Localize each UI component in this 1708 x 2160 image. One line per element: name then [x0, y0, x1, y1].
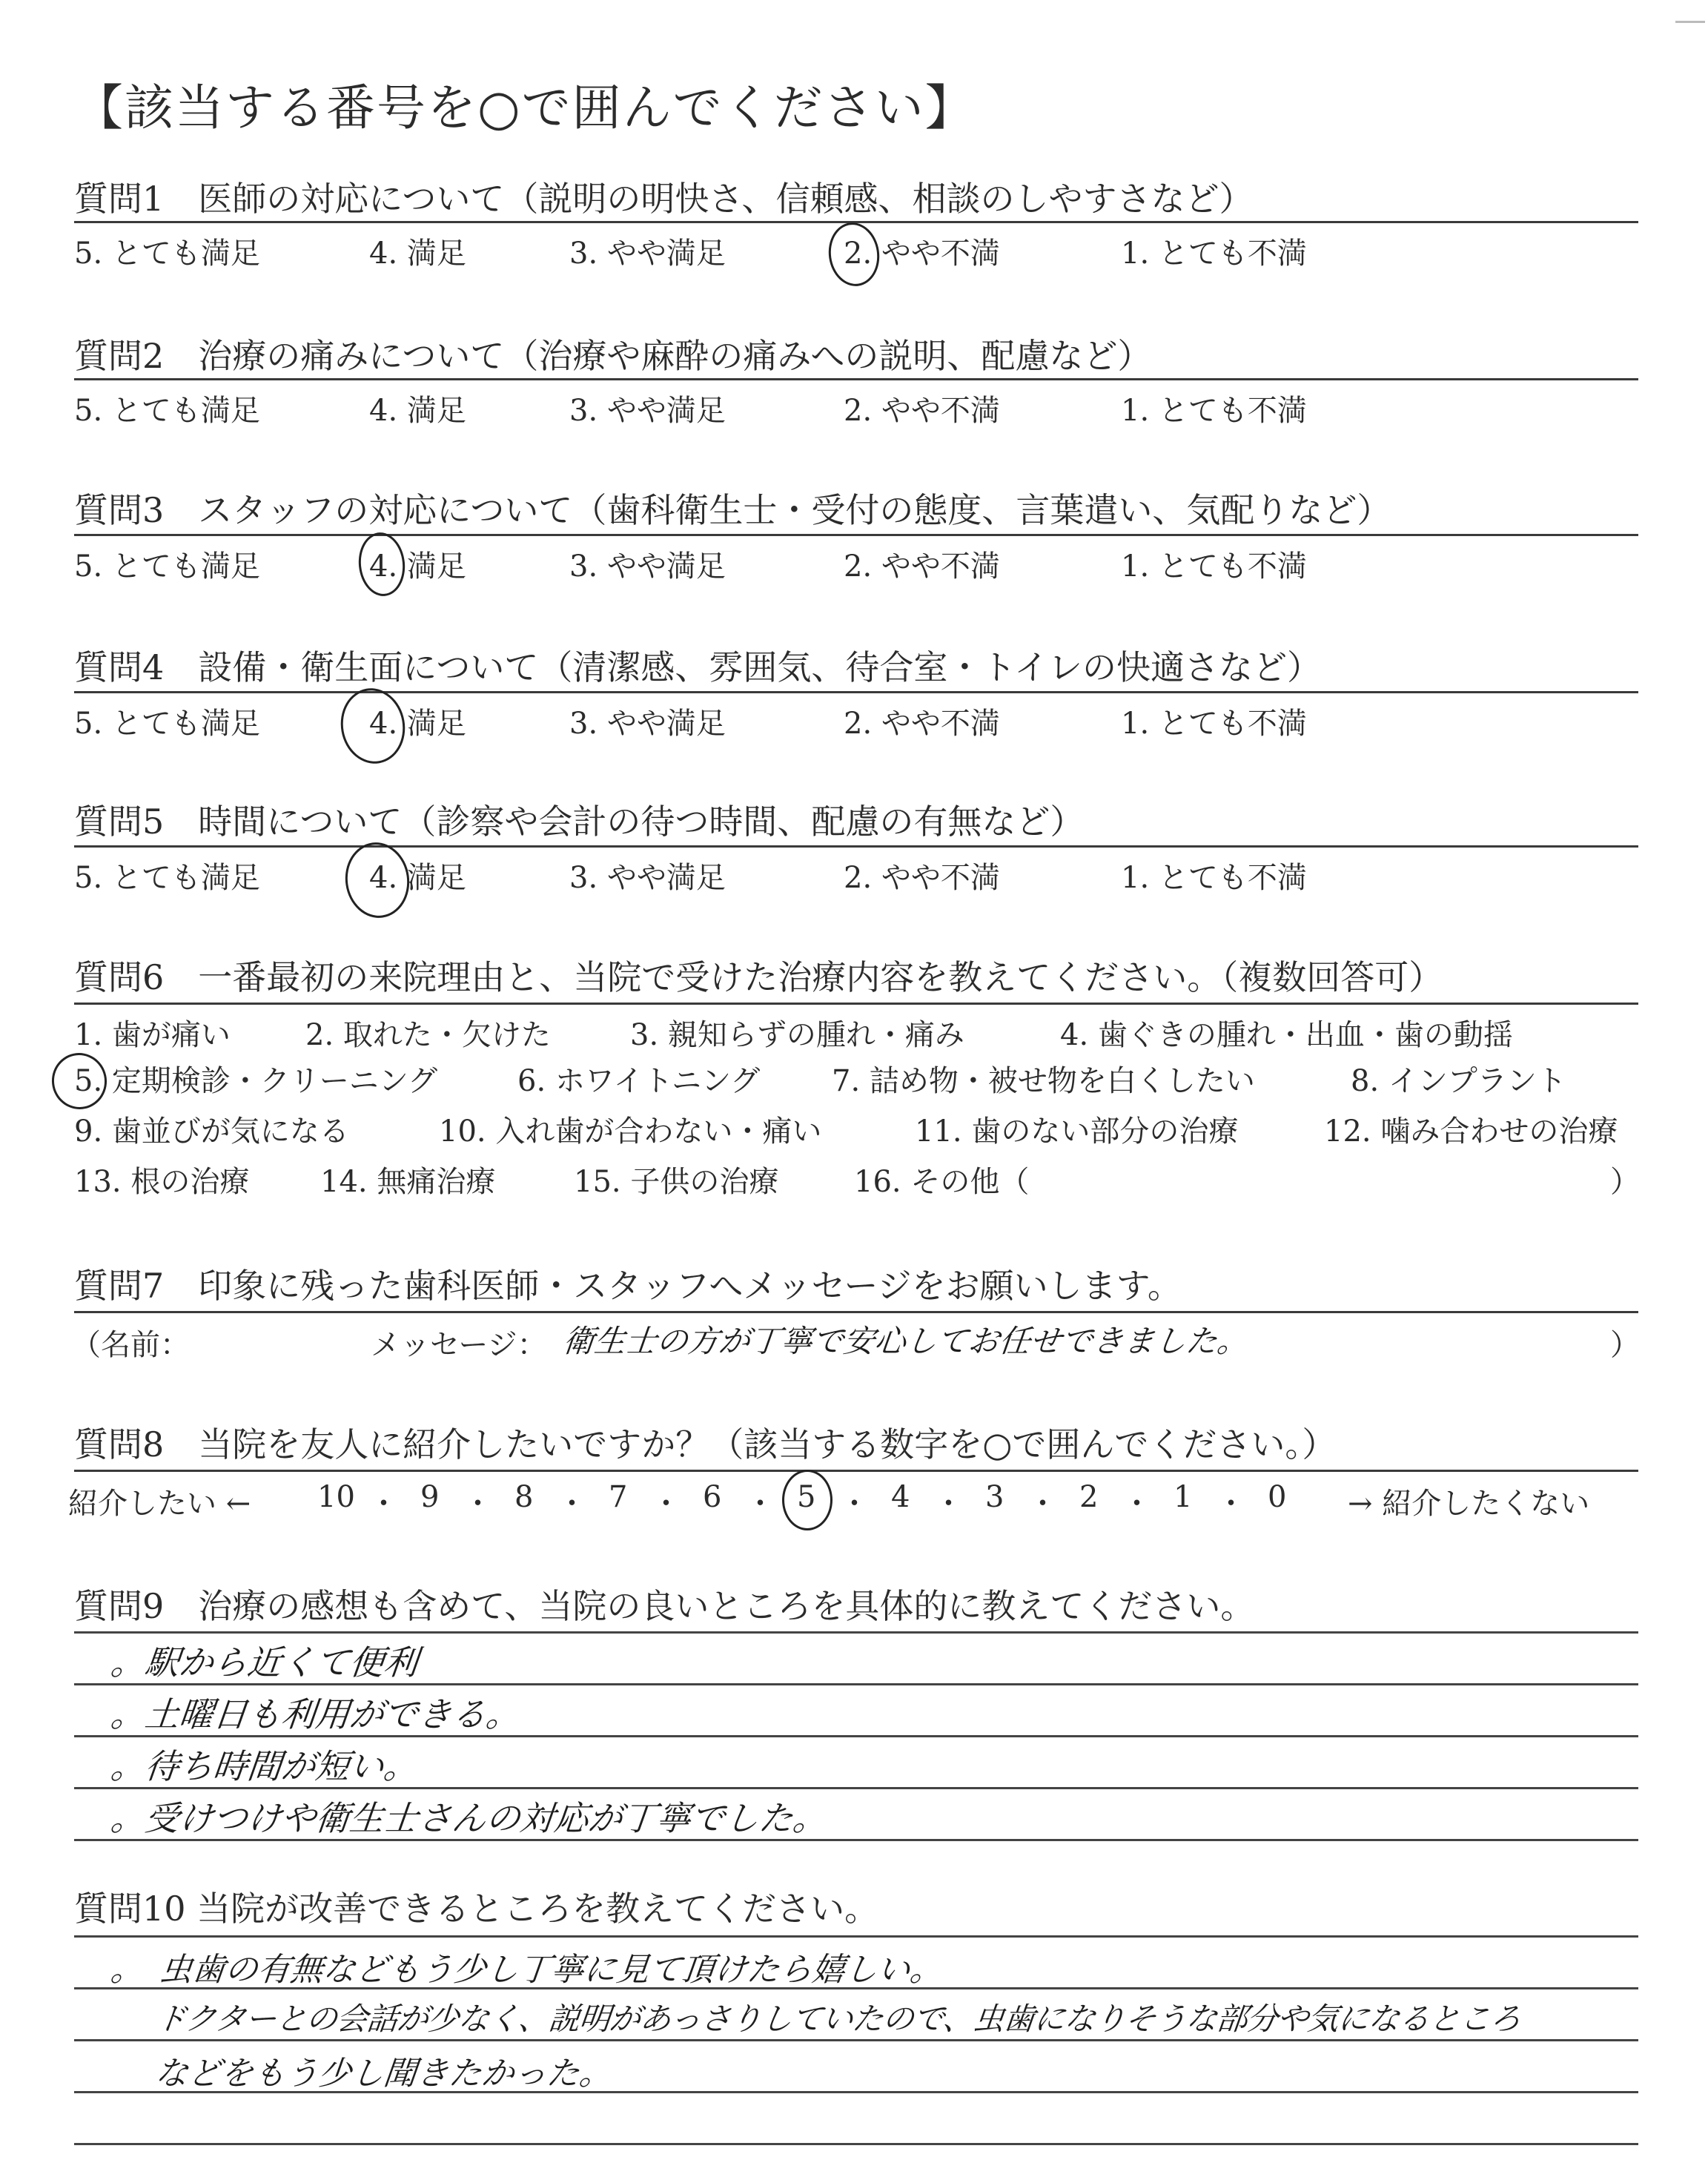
q4-opt-4[interactable]: 4. 満足	[369, 707, 466, 741]
q3-opt-5[interactable]: 5. とても満足	[74, 549, 260, 584]
q3-opt-3[interactable]: 3. やや満足	[569, 549, 726, 584]
q8-separator-dot: ・	[1122, 1487, 1152, 1521]
q10-line-3	[74, 2039, 1638, 2041]
q10-line-5	[74, 2143, 1638, 2145]
q4-title: 質問4 設備・衛生面について（清潔感、雰囲気、待合室・トイレの快適さなど）	[74, 647, 1322, 687]
q1-title: 質問1 医師の対応について（説明の明快さ、信頼感、相談のしやすさなど）	[74, 179, 1254, 219]
q8-rule	[74, 1470, 1638, 1472]
q8-separator-dot: ・	[651, 1487, 681, 1521]
q8-number-0[interactable]: 0	[1268, 1480, 1287, 1514]
q3-title: 質問3 スタッフの対応について（歯科衛生士・受付の態度、言葉遣い、気配りなど）	[74, 490, 1391, 530]
q6-opt-1[interactable]: 1. 歯が痛い	[74, 1018, 231, 1052]
q3-opt-1[interactable]: 1. とても不満	[1121, 549, 1307, 584]
q8-separator-dot: ・	[557, 1487, 587, 1521]
q6-opt-2[interactable]: 2. 取れた・欠けた	[305, 1018, 551, 1052]
q2-opt-3[interactable]: 3. やや満足	[569, 394, 726, 428]
q6-opt-14[interactable]: 14. 無痛治療	[320, 1165, 496, 1199]
q6-opt-5[interactable]: 5. 定期検診・クリーニング	[74, 1064, 438, 1098]
q3-rule	[74, 534, 1638, 536]
q9-line-1	[74, 1631, 1638, 1634]
q8-separator-dot: ・	[1027, 1487, 1058, 1521]
q7-name-label: （名前：	[71, 1328, 190, 1362]
q2-opt-2[interactable]: 2. やや不満	[844, 394, 1000, 428]
q9-answer-4[interactable]: 。受けつけや衛生士さんの対応が丁寧でした。	[108, 1798, 830, 1838]
q5-opt-1[interactable]: 1. とても不満	[1121, 861, 1307, 895]
q6-opt-3[interactable]: 3. 親知らずの腫れ・痛み	[630, 1018, 964, 1052]
q9-answer-2[interactable]: 。土曜日も利用ができる。	[108, 1694, 523, 1734]
q8-left-label: 紹介したい ←	[68, 1487, 251, 1521]
scan-corner-mark	[1675, 21, 1705, 23]
q4-opt-3[interactable]: 3. やや満足	[569, 707, 726, 741]
q8-number-9[interactable]: 9	[420, 1480, 440, 1514]
q6-opt-4[interactable]: 4. 歯ぐきの腫れ・出血・歯の動揺	[1060, 1018, 1513, 1052]
q4-opt-1[interactable]: 1. とても不満	[1121, 707, 1307, 741]
q4-selection-circle	[335, 683, 411, 768]
q8-number-6[interactable]: 6	[703, 1480, 722, 1514]
q6-opt-8[interactable]: 8. インプラント	[1351, 1064, 1566, 1098]
q1-opt-2[interactable]: 2. やや不満	[844, 237, 1000, 271]
q8-selection-circle	[782, 1470, 833, 1530]
q10-title: 質問10 当院が改善できるところを教えてください。	[74, 1889, 879, 1929]
q1-opt-5[interactable]: 5. とても満足	[74, 237, 260, 271]
q7-message-label: メッセージ：	[371, 1328, 547, 1362]
q9-answer-1[interactable]: 。駅から近くて便利	[108, 1642, 420, 1682]
q7-title: 質問7 印象に残った歯科医師・スタッフへメッセージをお願いします。	[74, 1266, 1182, 1306]
q8-number-5[interactable]: 5	[797, 1480, 816, 1514]
q8-title: 質問8 当院を友人に紹介したいですか？（該当する数字を○で囲んでください。）	[74, 1424, 1337, 1464]
q6-opt-11[interactable]: 11. 歯のない部分の治療	[915, 1114, 1239, 1149]
q8-separator-dot: ・	[933, 1487, 964, 1521]
q6-title: 質問6 一番最初の来院理由と、当院で受けた治療内容を教えてください。（複数回答可）	[74, 957, 1443, 997]
q8-number-10[interactable]: 10	[317, 1480, 355, 1514]
q8-number-3[interactable]: 3	[985, 1480, 1004, 1514]
q1-opt-1[interactable]: 1. とても不満	[1121, 237, 1307, 271]
q5-selection-circle	[340, 839, 414, 922]
q3-opt-4[interactable]: 4. 満足	[369, 549, 466, 584]
q9-title: 質問9 治療の感想も含めて、当院の良いところを具体的に教えてください。	[74, 1586, 1255, 1626]
q10-answer-3[interactable]: などをもう少し聞きたかった。	[153, 2055, 615, 2093]
q7-close-paren: ）	[1610, 1328, 1640, 1362]
q6-opt-6[interactable]: 6. ホワイトニング	[517, 1064, 761, 1098]
q8-separator-dot: ・	[745, 1487, 775, 1521]
q8-right-label: → 紹介したくない	[1348, 1487, 1590, 1521]
q6-opt-15[interactable]: 15. 子供の治療	[574, 1165, 779, 1199]
q4-rule	[74, 691, 1638, 693]
q8-separator-dot: ・	[463, 1487, 493, 1521]
q2-opt-1[interactable]: 1. とても不満	[1121, 394, 1307, 428]
q9-answer-3[interactable]: 。待ち時間が短い。	[108, 1746, 420, 1786]
q2-opt-4[interactable]: 4. 満足	[369, 394, 466, 428]
q6-opt-9[interactable]: 9. 歯並びが気になる	[74, 1114, 349, 1149]
q6-opt-10[interactable]: 10. 入れ歯が合わない・痛い	[439, 1114, 822, 1149]
q3-opt-2[interactable]: 2. やや不満	[844, 549, 1000, 584]
q5-opt-4[interactable]: 4. 満足	[369, 861, 466, 895]
q8-separator-dot: ・	[1216, 1487, 1246, 1521]
q8-number-2[interactable]: 2	[1079, 1480, 1099, 1514]
q2-title: 質問2 治療の痛みについて（治療や麻酔の痛みへの説明、配慮など）	[74, 336, 1152, 376]
q8-number-7[interactable]: 7	[609, 1480, 628, 1514]
q8-number-1[interactable]: 1	[1174, 1480, 1193, 1514]
q1-opt-4[interactable]: 4. 満足	[369, 237, 466, 271]
q10-line-1	[74, 1935, 1638, 1938]
q10-answer-2[interactable]: ドクターとの会話が少なく、説明があっさりしていたので、虫歯になりそうな部分や気になるところ	[153, 2001, 1523, 2037]
q5-title: 質問5 時間について（診察や会計の待つ時間、配慮の有無など）	[74, 802, 1085, 842]
q6-rule	[74, 1003, 1638, 1005]
q4-opt-5[interactable]: 5. とても満足	[74, 707, 260, 741]
q8-separator-dot: ・	[839, 1487, 870, 1521]
q7-rule	[74, 1311, 1638, 1313]
q2-rule	[74, 378, 1638, 380]
q4-opt-2[interactable]: 2. やや不満	[844, 707, 1000, 741]
q6-opt-16-close: ）	[1610, 1165, 1640, 1199]
q10-answer-1[interactable]: 。 虫歯の有無などもう少し丁寧に見て頂けたら嬉しい。	[108, 1951, 945, 1989]
q6-opt-7[interactable]: 7. 詰め物・被せ物を白くしたい	[832, 1064, 1255, 1098]
q8-separator-dot: ・	[368, 1487, 399, 1521]
q5-opt-2[interactable]: 2. やや不満	[844, 861, 1000, 895]
q6-opt-16[interactable]: 16. その他（	[854, 1165, 1030, 1199]
q5-rule	[74, 845, 1638, 848]
q6-opt-12[interactable]: 12. 噛み合わせの治療	[1324, 1114, 1618, 1149]
q6-opt-13[interactable]: 13. 根の治療	[74, 1165, 250, 1199]
q3-selection-circle	[356, 530, 408, 598]
q7-message-handwritten[interactable]: 衛生士の方が丁寧で安心してお任せできました。	[561, 1323, 1251, 1359]
page-title: 【該当する番号を○で囲んでください】	[74, 79, 976, 136]
q5-opt-3[interactable]: 3. やや満足	[569, 861, 726, 895]
q8-number-8[interactable]: 8	[514, 1480, 534, 1514]
q2-opt-5[interactable]: 5. とても満足	[74, 394, 260, 428]
q5-opt-5[interactable]: 5. とても満足	[74, 861, 260, 895]
q8-number-4[interactable]: 4	[891, 1480, 910, 1514]
q1-opt-3[interactable]: 3. やや満足	[569, 237, 726, 271]
